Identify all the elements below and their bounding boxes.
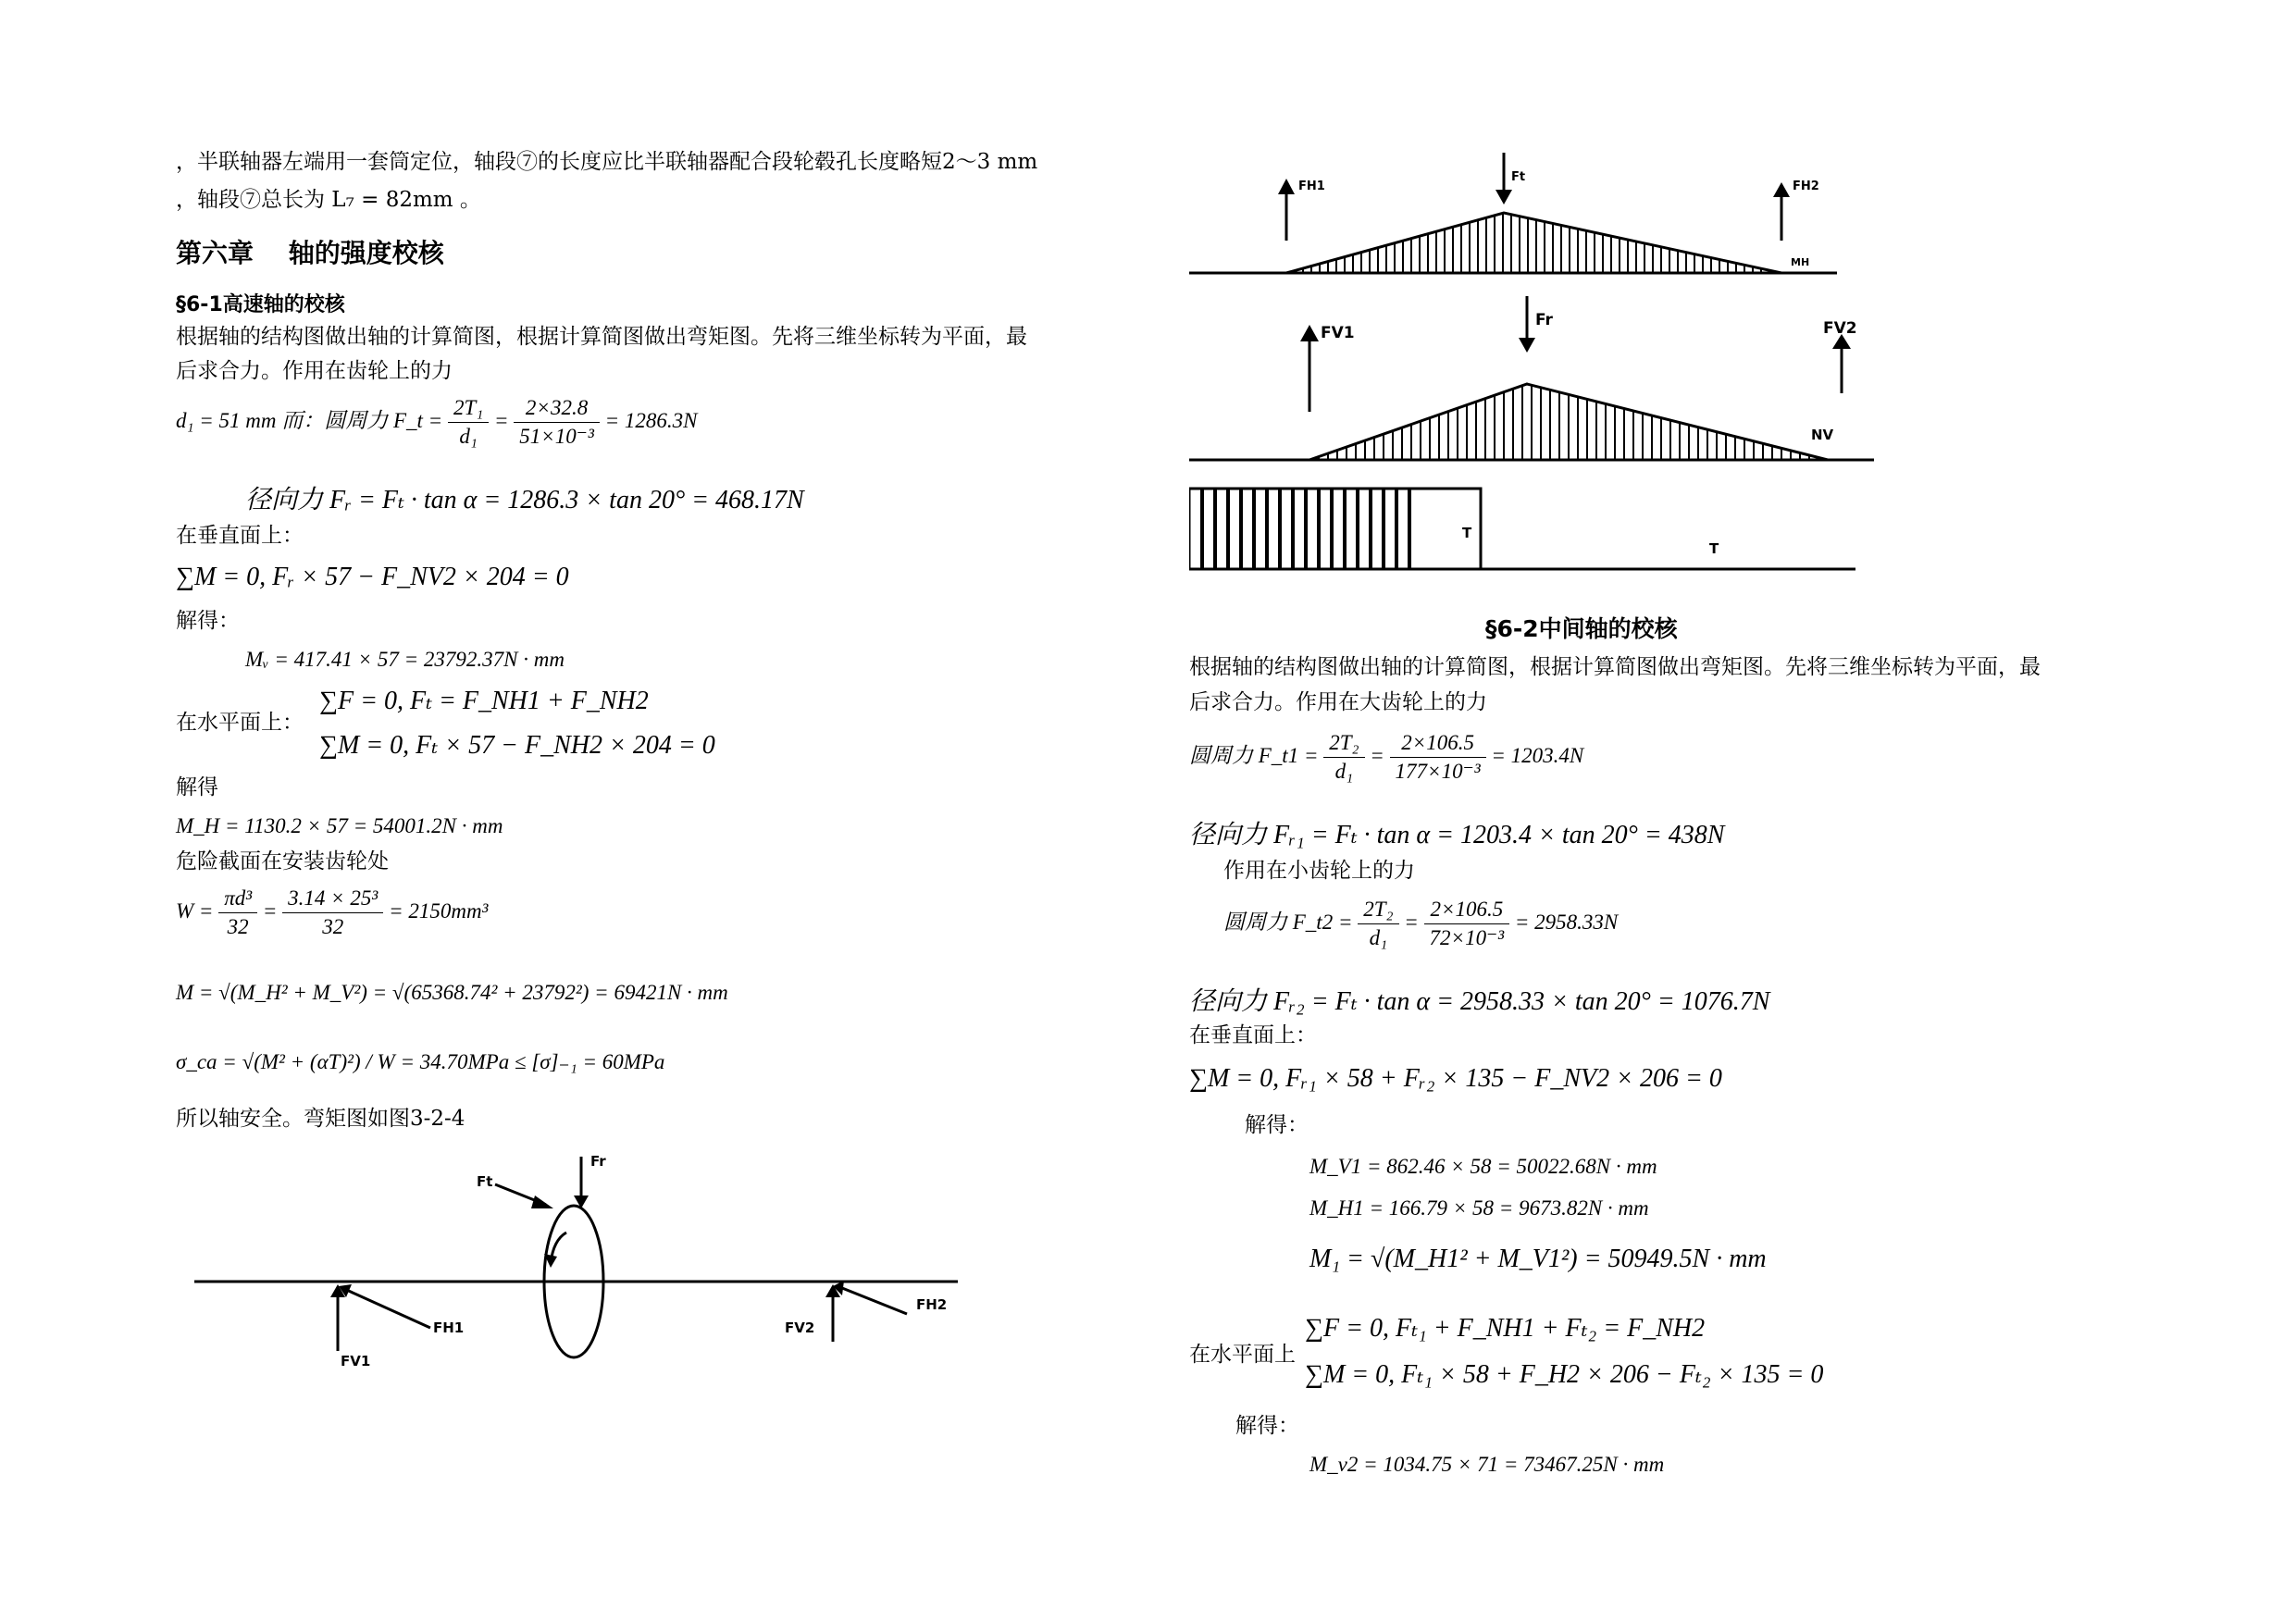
eq-ft1-lhs: 圆周力 F_t1 = — [1189, 743, 1324, 767]
intro-line-2: ，轴段⑦总长为 L₇ = 82mm 。 — [176, 188, 481, 212]
chapter-title: 第六章 轴的强度校核 — [176, 238, 444, 268]
frac-num: 2×106.5 — [1424, 898, 1510, 924]
frac-2t2-d1-small — [1358, 898, 1398, 950]
eq-mh: M_H = 1130.2 × 57 = 54001.2N · mm — [176, 814, 503, 837]
eq-m1: M₁ = √(M_H1² + M_V1²) = 50949.5N · mm — [1309, 1245, 1767, 1273]
eq-radial-force: 径向力 Fᵣ = Fₜ · tan α = 1286.3 × tan 20° = 468.17N — [245, 486, 804, 514]
eq-mv1: M_V1 = 862.46 × 58 = 50022.68N · mm — [1309, 1155, 1657, 1178]
fh2-arrow-head — [1773, 182, 1790, 197]
frac-ft-values — [514, 396, 600, 449]
fh1-arrow — [342, 1288, 430, 1328]
eq-moment-sum-vertical-2: ∑M = 0, Fᵣ₁ × 58 + Fᵣ₂ × 135 − F_NV2 × 206 = 0 — [1189, 1064, 1722, 1093]
label-fh2: FH2 — [1793, 180, 1819, 193]
label-t2: T — [1709, 540, 1719, 557]
fig-label-fv2: FV2 — [785, 1319, 815, 1336]
eq-w-result: = 2150mm³ — [389, 898, 489, 923]
eq-moment-sum-horizontal: ∑M = 0, Fₜ × 57 − F_NH2 × 204 = 0 — [319, 731, 715, 760]
frac-2t1-d1 — [448, 396, 489, 449]
mh-hatching — [1295, 213, 1778, 273]
horizontal-moment-diagram — [1189, 153, 1837, 273]
frac-den: d₁ — [459, 425, 478, 448]
frac-num: 2×32.8 — [514, 396, 600, 423]
torque-hatching — [1202, 489, 1409, 569]
label-fv1: FV1 — [1321, 324, 1355, 342]
fig-label-ft: Ft — [477, 1173, 493, 1190]
fig-label-fh2: FH2 — [916, 1296, 948, 1313]
eq-moment-sum-vertical: ∑M = 0, Fᵣ × 57 − F_NV2 × 204 = 0 — [176, 563, 569, 591]
label-nv: NV — [1811, 427, 1834, 443]
fig-label-fh1: FH1 — [433, 1319, 465, 1336]
section2-para-1: 根据轴的结构图做出轴的计算简图，根据计算简图做出弯矩图。先将三维坐标转为平面，最 — [1189, 655, 2041, 679]
frac-den: 32 — [322, 915, 344, 938]
solve-label-1: 解得： — [176, 609, 240, 633]
frac-den: 32 — [227, 915, 249, 938]
frac-w-values — [282, 886, 383, 939]
label-fr: Fr — [1535, 311, 1553, 329]
eq-w-lhs: W = — [176, 898, 219, 923]
frac-den: 177×10⁻³ — [1395, 760, 1481, 783]
eq-combined-moment: M = √(M_H² + M_V²) = √(65368.74² + 23792²) = 69421N · mm — [176, 981, 728, 1004]
frac-num: 2T₁ — [448, 396, 489, 423]
eq-d1-text: d₁ = 51 mm 而：圆周力 F_t = — [176, 408, 448, 432]
section1-title: §6-1高速轴的校核 — [176, 293, 345, 316]
eq-ft-result: = 1286.3N — [604, 408, 698, 432]
torque-rect — [1189, 489, 1481, 569]
frac-num: 2T₂ — [1358, 898, 1398, 924]
high-speed-shaft-force-diagram — [185, 1147, 972, 1369]
frac-den: d₁ — [1334, 760, 1354, 783]
fh2-arrow — [838, 1286, 907, 1314]
eq-ft2: 圆周力 F_t2 = $\frac{\text{2T₂}}{\text{d₁}}$ = $\frac{2\times 106.5}{\text{72×10⁻³}}$ = 2958.33N — [1223, 898, 1619, 949]
section2-para-2: 后求合力。作用在大齿轮上的力 — [1189, 690, 1487, 714]
label-ft: Ft — [1511, 170, 1526, 184]
eq-ft1: 圆周力 F_t1 = $\frac{\text{2T₂}}{\text{d₁}}$ = $\frac{2\times 106.5}{\text{177×10⁻³}}$ = 1203.4N — [1189, 731, 1584, 783]
frac-ft1-values — [1390, 731, 1486, 784]
eq-fr1: 径向力 Fᵣ₁ = Fₜ · tan α = 1203.4 × tan 20° = 438N — [1189, 821, 1725, 849]
frac-num: 2T₂ — [1323, 731, 1364, 758]
frac-num: 3.14 × 25³ — [282, 886, 383, 913]
section1-para-1: 根据轴的结构图做出轴的计算简图，根据计算简图做出弯矩图。先将三维坐标转为平面，最 — [176, 325, 1027, 349]
eq-ft2-result: = 2958.33N — [1514, 910, 1619, 934]
eq-section-modulus: W = $\frac{\text{πd³}}{32}$ = $\frac{\text{3.14 × 25³}}{32}$ = 2150mm³ — [176, 886, 489, 938]
eq-tangential-force: d₁ = 51 mm 而：圆周力 F_t = $\frac{\text{2T₁}}{\text{d₁}}$ = $\frac{2\times 32.8}{\text{51×10⁻³}}$ = 1286.3N — [176, 396, 698, 448]
frac-2t2-d1 — [1323, 731, 1364, 784]
solve-label-2: 解得 — [176, 775, 218, 799]
frac-num: 2×106.5 — [1390, 731, 1486, 758]
horizontal-plane-label-2: 在水平面上 — [1189, 1343, 1296, 1367]
eq-stress-check: σ_ca = √(M² + (αT)²) / W = 34.70MPa ≤ [σ]₋₁ = 60MPa — [176, 1050, 665, 1073]
label-t1: T — [1462, 525, 1472, 541]
eq-force-sum-horizontal-2: ∑F = 0, Fₜ₁ + F_NH1 + Fₜ₂ = F_NH2 — [1305, 1314, 1706, 1343]
fh1-arrow-head — [1278, 179, 1295, 194]
eq-mv: Mᵥ = 417.41 × 57 = 23792.37N · mm — [245, 648, 565, 671]
eq-ft1-result: = 1203.4N — [1491, 743, 1584, 767]
eq-mh1: M_H1 = 166.79 × 58 = 9673.82N · mm — [1309, 1196, 1649, 1220]
vertical-moment-diagram — [1189, 296, 1874, 460]
small-gear-label: 作用在小齿轮上的力 — [1223, 859, 1415, 883]
eq-mv2: M_v2 = 1034.75 × 71 = 73467.25N · mm — [1309, 1453, 1665, 1476]
section1-para-2: 后求合力。作用在齿轮上的力 — [176, 359, 453, 383]
eq-moment-sum-horizontal-2: ∑M = 0, Fₜ₁ × 58 + F_H2 × 206 − Fₜ₂ × 135 = 0 — [1305, 1360, 1824, 1389]
frac-ft2-values — [1424, 898, 1510, 950]
torque-diagram — [1189, 489, 1855, 569]
mv-hatching — [1319, 385, 1818, 460]
high-speed-shaft-moment-diagram — [1189, 143, 1893, 588]
eq-fr2: 径向力 Fᵣ₂ = Fₜ · tan α = 2958.33 × tan 20° = 1076.7N — [1189, 987, 1770, 1016]
label-mh: MH — [1791, 256, 1810, 268]
frac-den: d₁ — [1369, 926, 1388, 949]
vertical-plane-label-2: 在垂直面上： — [1189, 1023, 1317, 1047]
section2-title: §6-2中间轴的校核 — [1485, 615, 1678, 642]
eq-ft2-lhs: 圆周力 F_t2 = — [1223, 910, 1359, 934]
label-fh1: FH1 — [1298, 180, 1325, 193]
ft-arrow-head — [1496, 190, 1512, 204]
horizontal-plane-label: 在水平面上： — [176, 711, 304, 735]
frac-den: 72×10⁻³ — [1429, 926, 1505, 949]
label-fv2: FV2 — [1823, 319, 1857, 338]
fv1-arrow-head — [1300, 325, 1319, 341]
fig-label-fv1: FV1 — [341, 1353, 371, 1369]
danger-section-text: 危险截面在安装齿轮处 — [176, 849, 389, 873]
conclusion-text: 所以轴安全。弯矩图如图3-2-4 — [176, 1107, 465, 1131]
frac-den: 51×10⁻³ — [519, 425, 594, 448]
vertical-plane-label: 在垂直面上： — [176, 524, 304, 548]
eq-force-sum-horizontal: ∑F = 0, Fₜ = F_NH1 + F_NH2 — [319, 687, 649, 715]
solve-label-3: 解得： — [1245, 1113, 1309, 1137]
fr-arrow-head — [1519, 338, 1535, 353]
fig-label-fr: Fr — [590, 1153, 606, 1170]
intro-line-1: ，半联轴器左端用一套筒定位，轴段⑦的长度应比半联轴器配合段轮毂孔长度略短2～3 mm — [176, 150, 1038, 174]
ft-arrow-head — [531, 1196, 553, 1208]
frac-num: πd³ — [218, 886, 257, 913]
frac-pid3-32 — [218, 886, 257, 939]
solve-label-4: 解得： — [1235, 1414, 1299, 1438]
